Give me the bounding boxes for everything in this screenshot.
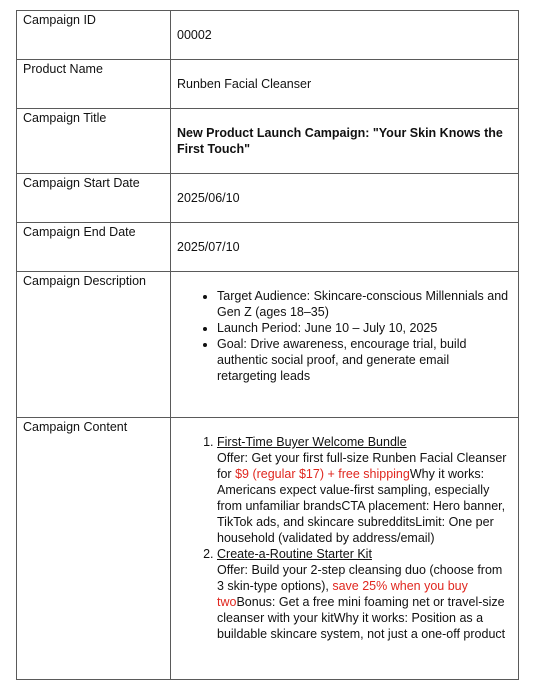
content-list [177,434,512,642]
description-list [177,288,512,384]
row-campaign-id [17,11,519,60]
value-start-date: 2025/06/10 [171,174,519,223]
content-item [217,434,512,546]
description-bullet: • Launch Period: June 10 – July 10, 2025 [217,320,512,336]
value-campaign-title: New Product Launch Campaign: "Your Skin Knows the First Touch" [171,109,519,174]
label-content: Campaign Content [17,418,171,680]
value-description [171,272,519,418]
label-campaign-title: Campaign Title [17,109,171,174]
offer-text: Offer: Get your first full-size Runben Facial Cleanser for [217,451,507,481]
row-start-date [17,174,519,223]
label-start-date: Campaign Start Date [17,174,171,223]
value-end-date: 2025/07/10 [171,223,519,272]
content-item [217,546,512,642]
row-description [17,272,519,418]
value-product-name: Runben Facial Cleanser [171,60,519,109]
row-end-date [17,223,519,272]
row-content [17,418,519,680]
description-bullet: • Goal: Drive awareness, encourage trial, build authentic social proof, and generate email retargeting leads [217,336,512,384]
campaign-table [16,10,519,680]
row-campaign-title [17,109,519,174]
offer-name: Create-a-Routine Starter Kit [217,547,372,561]
label-campaign-id: Campaign ID [17,11,171,60]
offer-text: Offer: Build your 2-step cleansing duo (choose from 3 skin-type options), [217,563,503,593]
offer-highlight: save 25% when you buy two [217,579,468,609]
label-end-date: Campaign End Date [17,223,171,272]
offer-detail: Bonus: Get a free mini foaming net or travel-size cleanser with your kitWhy it works: Position as a buildable skincare system, not just a one-off product [217,595,506,641]
row-product-name [17,60,519,109]
value-content [171,418,519,680]
offer-name: First-Time Buyer Welcome Bundle [217,435,407,449]
offer-highlight: $9 (regular $17) + free shipping [235,467,410,481]
label-product-name: Product Name [17,60,171,109]
value-campaign-id: 00002 [171,11,519,60]
label-description: Campaign Description [17,272,171,418]
offer-detail: Why it works: Americans expect value-first sampling, especially from unfamiliar brandsCTA placement: Hero banner, TikTok ads, and skincare subredditsLimit: One per household (validated by address/email) [217,467,506,545]
description-bullet: • Target Audience: Skincare-conscious Millennials and Gen Z (ages 18–35) [217,288,512,320]
